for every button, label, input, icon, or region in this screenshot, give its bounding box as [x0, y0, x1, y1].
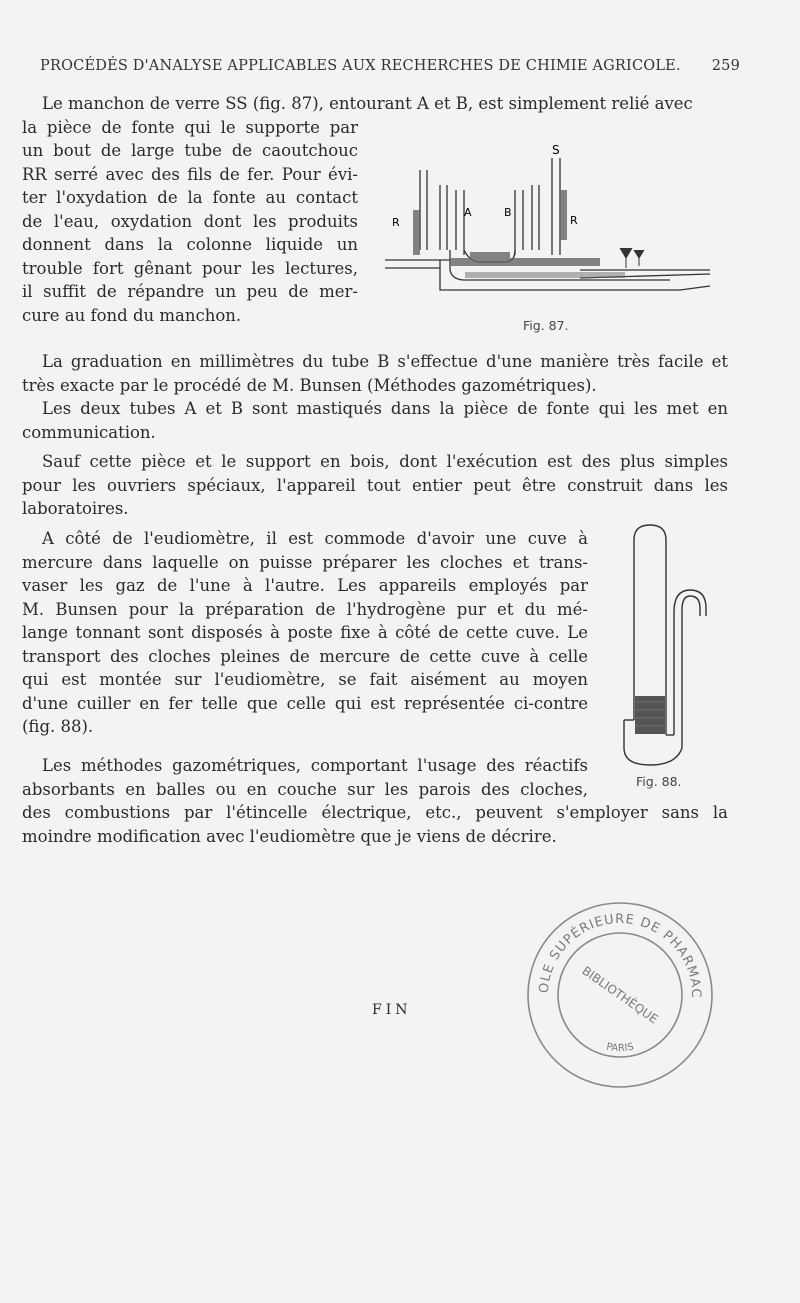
paragraph-1-wrapped — [22, 116, 358, 328]
text-line: Les deux tubes A et B sont mastiqués dans la pièce de fonte qui les met en — [42, 399, 728, 418]
page-number: 259 — [711, 58, 740, 74]
text-line: la pièce de fonte qui le supporte par — [22, 117, 358, 137]
svg-text:PARIS — [605, 1042, 634, 1055]
text-line: donnent dans la colonne liquide un — [22, 235, 358, 254]
paragraph-1 — [22, 92, 728, 116]
text-line: laboratoires. — [22, 499, 129, 518]
library-stamp — [514, 884, 720, 1095]
figure-88-caption: Fig. 88. — [636, 774, 682, 789]
end-text: FIN — [372, 1002, 412, 1018]
text-line: Sauf cette pièce et le support en bois, dont l'exécution est des plus simples — [42, 452, 728, 471]
text-line: pour les ouvriers spéciaux, l'appareil tout entier peut être construit dans les — [22, 475, 728, 495]
stamp-text-top: ÉCOLE SUPÉRIEURE DE PHARMACIE — [514, 884, 704, 999]
fig87-label-s: S — [552, 143, 560, 157]
text-line: des combustions par l'étincelle électrique, etc., peuvent s'employer sans la — [22, 803, 728, 822]
stamp-text-center: BIBLIOTHÈQUE — [579, 963, 661, 1027]
text-line: d'une cuiller en fer telle que celle qui est représentée ci-contre — [22, 693, 588, 713]
text-line: (fig. 88). — [22, 717, 94, 736]
figure-87-caption: Fig. 87. — [523, 318, 569, 333]
figure-88-iron-spoon — [620, 520, 710, 770]
figure-87-apparatus — [380, 140, 720, 310]
paragraph-2 — [22, 350, 728, 397]
text-line: lange tonnant sont disposés à poste fixe à côté de cette cuve. Le — [22, 623, 588, 642]
text-line: absorbants en balles ou en couche sur les parois des cloches, — [22, 779, 588, 799]
text-line: il suffit de répandre un peu de mer- — [22, 282, 358, 301]
text-line: M. Bunsen pour la préparation de l'hydrogène pur et du mé- — [22, 599, 588, 619]
running-head — [40, 58, 740, 74]
text-line: Le manchon de verre SS (fig. 87), entourant A et B, est simplement relié avec — [42, 94, 693, 113]
text-line: un bout de large tube de caoutchouc — [22, 141, 358, 160]
text-line: RR serré avec des fils de fer. Pour évi- — [22, 164, 358, 184]
text-line: communication. — [22, 422, 156, 442]
paragraph-5 — [22, 527, 588, 739]
fig87-label-r-right: R — [570, 214, 578, 227]
text-line: trouble fort gênant pour les lectures, — [22, 258, 358, 278]
paragraph-3 — [22, 397, 728, 444]
text-line: La graduation en millimètres du tube B s'effectue d'une manière très facile et — [42, 352, 728, 371]
paragraph-4 — [22, 450, 728, 521]
text-line: mercure dans laquelle on puisse préparer les cloches et trans- — [22, 552, 588, 572]
text-line: de l'eau, oxydation dont les produits — [22, 211, 358, 231]
paragraph-6-full — [22, 801, 728, 848]
text-line: transport des cloches pleines de mercure de cette cuve à celle — [22, 646, 588, 666]
fig87-label-r-left: R — [392, 216, 400, 229]
running-title: PROCÉDÉS D'ANALYSE APPLICABLES AUX RECHERCHES DE CHIMIE AGRICOLE. — [40, 58, 681, 74]
stamp-text-bottom: PARIS — [605, 1041, 635, 1055]
text-line: cure au fond du manchon. — [22, 305, 242, 325]
fig87-label-a: A — [464, 206, 472, 219]
fig87-label-b: B — [504, 206, 512, 219]
text-line: vaser les gaz de l'une à l'autre. Les appareils employés par — [22, 576, 588, 595]
text-line: ter l'oxydation de la fonte au contact — [22, 188, 358, 207]
text-line: très exacte par le procédé de M. Bunsen (Méthodes gazométriques). — [22, 375, 597, 395]
text-line: A côté de l'eudiomètre, il est commode d'avoir une cuve à — [42, 529, 588, 548]
text-line: moindre modification avec l'eudiomètre que je viens de décrire. — [22, 826, 557, 846]
text-line: Les méthodes gazométriques, comportant l'usage des réactifs — [42, 756, 588, 775]
text-line: qui est montée sur l'eudiomètre, se fait aisément au moyen — [22, 670, 588, 689]
paragraph-6 — [22, 754, 588, 801]
